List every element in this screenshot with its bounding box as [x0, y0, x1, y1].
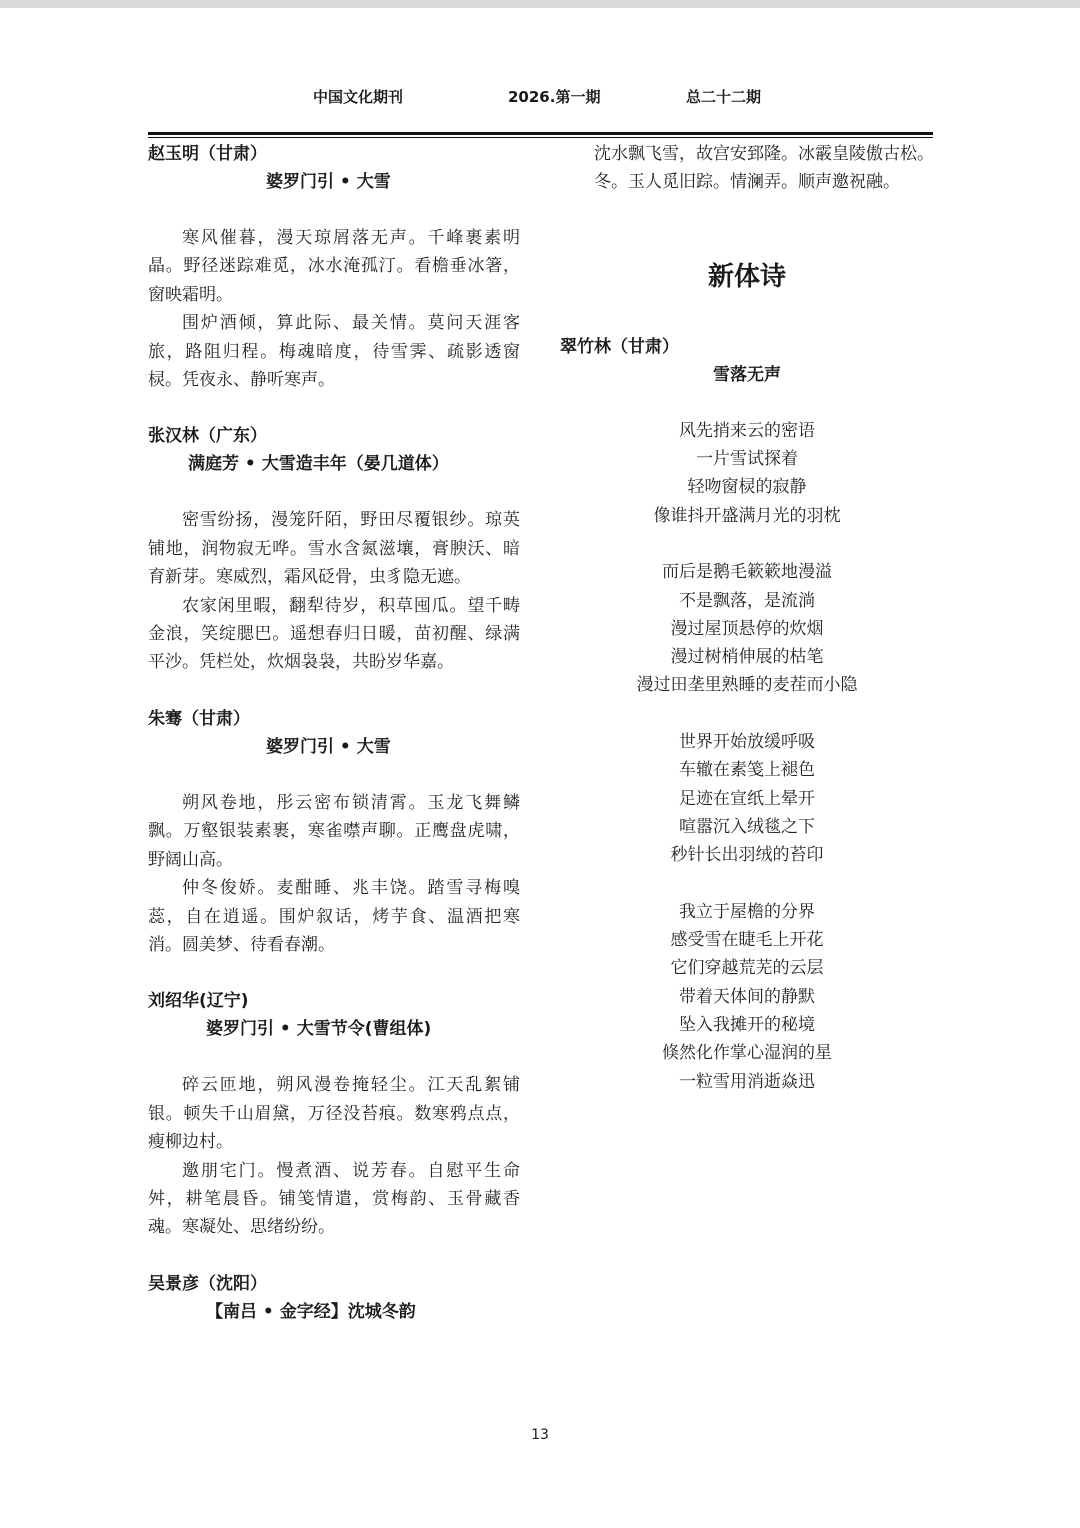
verse-line: 不是飘落，是流淌	[679, 590, 815, 611]
page-number: 13	[531, 1427, 549, 1443]
poem-title: 【南吕 • 金字经】沈城冬韵	[206, 1301, 416, 1322]
poem-paragraph: 碎云匝地，朔风漫卷掩轻尘。江天乱絮铺银。顿失千山眉黛，万径没苔痕。数寒鸦点点，瘦柳边村。	[148, 1075, 520, 1153]
poem-title: 婆罗门引 • 大雪	[266, 736, 391, 757]
issue-label: 2026.第一期	[508, 88, 601, 106]
verse-line: 足迹在宣纸上晕开	[679, 788, 815, 809]
continued-poem-body	[560, 140, 934, 197]
poem-author: 张汉林（广东）	[148, 426, 267, 447]
verse-line: 轻吻窗棂的寂静	[687, 477, 807, 498]
poem-author: 刘绍华(辽宁)	[148, 991, 249, 1012]
left-column	[148, 140, 520, 1326]
verse-line: 世界开始放缓呼吸	[679, 732, 815, 753]
poem-author: 朱骞（甘肃）	[148, 708, 250, 729]
poem-entry	[148, 422, 520, 676]
running-header	[0, 86, 1080, 112]
poem-body	[148, 789, 520, 959]
poem-title: 婆罗门引 • 大雪	[266, 172, 391, 192]
verse-line: 我立于屋檐的分界	[679, 901, 815, 922]
stanza	[560, 417, 934, 530]
verse-line: 带着天体间的静默	[679, 986, 815, 1007]
poem-author: 翠竹林（甘肃）	[560, 336, 679, 357]
header-rule-thick	[148, 132, 933, 135]
poem-paragraph: 邀朋宅门。慢煮酒、说芳春。自慰平生命舛，耕笔晨昏。铺笺情遣，赏梅韵、玉骨藏香魂。寒凝处、思绪纷纷。	[148, 1160, 520, 1238]
poem-paragraph: 仲冬俊娇。麦酣睡、兆丰饶。踏雪寻梅嗅蕊，自在逍遥。围炉叙话，烤芋食、温酒把寒消。圆美梦、待看春潮。	[148, 878, 520, 955]
poem-title: 雪落无声	[713, 364, 781, 385]
total-issue-label: 总二十二期	[686, 88, 762, 106]
verse-line: 像谁抖开盛满月光的羽枕	[653, 505, 841, 526]
poem-body	[148, 1071, 520, 1241]
poem-entry	[148, 987, 520, 1241]
poem-paragraph: 围炉酒倾，算此际、最关情。莫问天涯客旅，路阻归程。梅魂暗度，待雪霁、疏影透窗棂。凭夜永、静听寒声。	[148, 313, 520, 391]
verse-line: 风先捎来云的密语	[679, 420, 815, 441]
verse-line: 坠入我摊开的秘境	[679, 1015, 815, 1036]
verse-line: 它们穿越荒芜的云层	[670, 958, 824, 979]
verse-line: 倏然化作掌心湿润的星	[662, 1043, 832, 1064]
top-border-strip	[0, 0, 1080, 8]
free-verse-poem	[560, 417, 934, 1096]
verse-line: 感受雪在睫毛上开花	[670, 930, 824, 951]
poem-body	[148, 506, 520, 676]
poem-entry	[148, 140, 520, 394]
verse-line: 而后是鹅毛簌簌地漫溢	[662, 562, 832, 583]
poem-paragraph: 寒风催暮，漫天琼屑落无声。千峰裹素明晶。野径迷踪难觅，冰水淹孤汀。看檐垂冰箸，窗映霜明。	[148, 228, 520, 305]
poem-paragraph: 密雪纷扬，漫笼阡陌，野田尽覆银纱。琼英铺地，润物寂无哗。雪水含氮滋壤，膏腴沃、暗育新芽。寒威烈，霜风砭骨，虫豸隐无遮。	[148, 510, 520, 588]
poem-paragraph: 沈水飘飞雪，故宫安郅隆。冰霰皇陵傲古松。	[594, 144, 934, 164]
verse-line: 喧嚣沉入绒毯之下	[679, 816, 815, 837]
verse-line: 秒针长出羽绒的苔印	[670, 845, 824, 866]
right-column	[560, 140, 934, 1124]
poem-author: 赵玉明（甘肃）	[148, 144, 267, 164]
poem-paragraph: 朔风卷地，彤云密布锁清霄。玉龙飞舞鳞飘。万壑银装素裹，寒雀噤声聊。正鹰盘虎啸，野阔山高。	[148, 792, 520, 870]
verse-line: 一粒雪用消逝焱迅	[679, 1071, 815, 1092]
stanza	[560, 728, 934, 869]
verse-line: 漫过田垄里熟睡的麦茬而小隐	[636, 675, 858, 696]
section-title: 新体诗	[707, 261, 786, 292]
verse-line: 漫过树梢伸展的枯笔	[670, 647, 824, 668]
poem-paragraph: 农家闲里暇，翻犁待岁，积草囤瓜。望千畴金浪，笑绽腮巴。遥想春归日暖，苗初醒、绿满平沙。凭栏处，炊烟袅袅，共盼岁华嘉。	[148, 595, 520, 673]
poem-entry	[148, 705, 520, 959]
poem-title: 满庭芳 • 大雪造丰年（晏几道体）	[188, 454, 449, 475]
poem-body	[148, 224, 520, 394]
header-rule-thin	[148, 137, 933, 138]
stanza	[560, 898, 934, 1096]
poem-title: 婆罗门引 • 大雪节令(曹组体)	[206, 1019, 432, 1040]
stanza	[560, 558, 934, 699]
poem-author: 吴景彦（沈阳）	[148, 1273, 267, 1294]
journal-name: 中国文化期刊	[313, 88, 404, 106]
poem-entry	[148, 1270, 520, 1326]
verse-line: 车辙在素笺上褪色	[679, 760, 815, 781]
verse-line: 一片雪试探着	[696, 449, 798, 470]
verse-line: 漫过屋顶悬停的炊烟	[670, 618, 824, 639]
poem-paragraph: 冬。玉人觅旧踪。情澜弄。顺声邀祝融。	[594, 172, 900, 193]
